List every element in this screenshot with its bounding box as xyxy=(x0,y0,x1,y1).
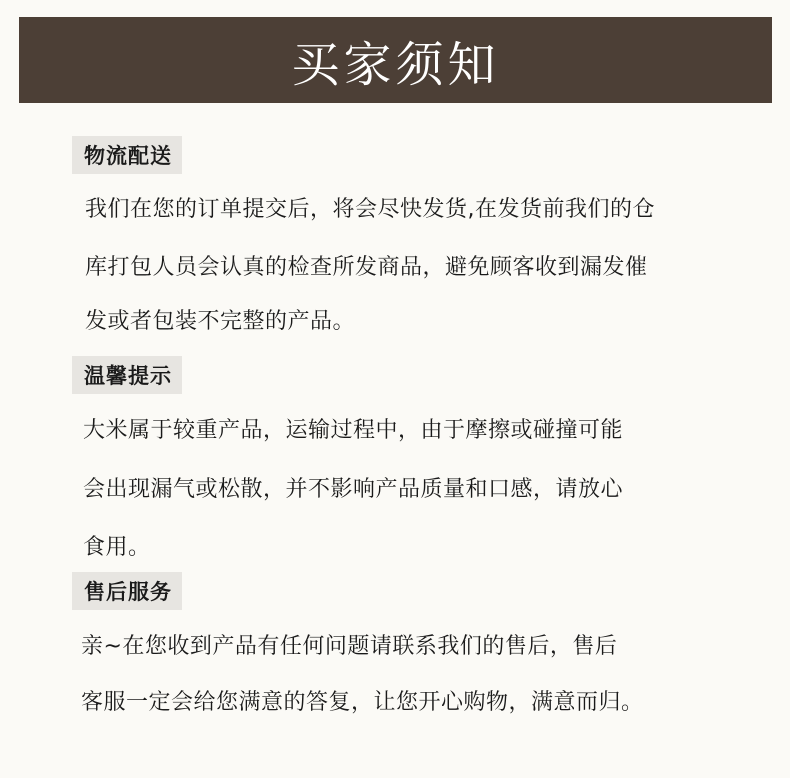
tips-text-line-1: 大米属于较重产品，运输过程中，由于摩擦或碰撞可能 xyxy=(83,418,624,443)
page-title: 买家须知 xyxy=(291,36,500,93)
title-banner xyxy=(19,17,772,103)
shipping-text-line-3: 发或者包装不完整的产品。 xyxy=(85,309,356,334)
tips-text-line-3: 食用。 xyxy=(83,535,151,560)
section-label-tips: 温馨提示 xyxy=(72,356,182,394)
section-label-after-sales: 售后服务 xyxy=(72,572,182,610)
tips-text-line-2: 会出现漏气或松散，并不影响产品质量和口感，请放心 xyxy=(83,477,624,502)
section-label-shipping: 物流配送 xyxy=(72,136,182,174)
after-sales-text-line-1: 亲~在您收到产品有任何问题请联系我们的售后，售后 xyxy=(81,634,618,659)
shipping-text-line-2: 库打包人员会认真的检查所发商品，避免顾客收到漏发催 xyxy=(85,255,648,280)
shipping-text-line-1: 我们在您的订单提交后，将会尽快发货,在发货前我们的仓 xyxy=(85,197,655,222)
after-sales-text-line-2: 客服一定会给您满意的答复，让您开心购物，满意而归。 xyxy=(81,690,644,715)
